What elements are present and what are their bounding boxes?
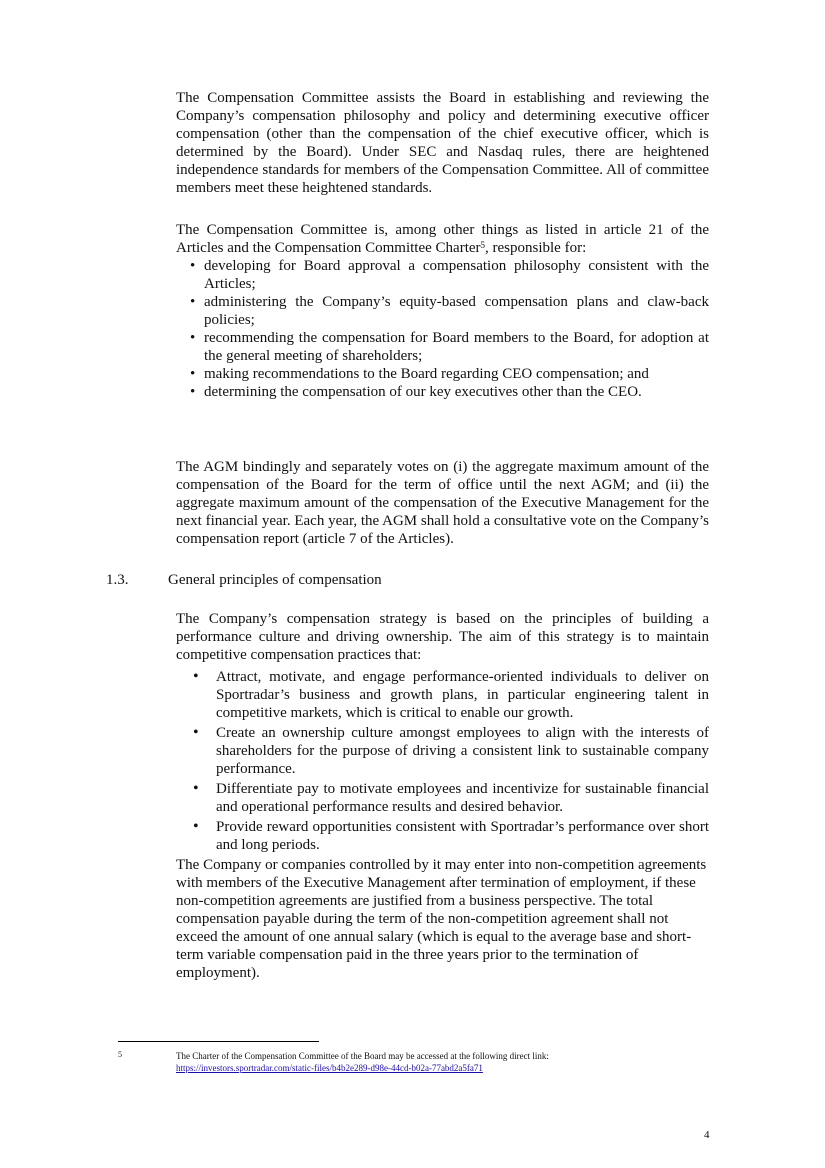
footnote: [176, 1050, 736, 1074]
bullet-icon: •: [193, 780, 199, 797]
paragraph-responsibilities-intro: The Compensation Committee is, among other things as listed in article 21 of the Articles and the Compensation Committee Charter$^5$, responsible for:: [176, 222, 709, 256]
agm-vote: [176, 458, 709, 548]
footnote-separator: [118, 1041, 319, 1042]
paragraph-agm-vote: The AGM bindingly and separately votes on (i) the aggregate maximum amount of the compensation of the Board for the term of office until the next AGM; and (ii) the aggregate maximum amount of the compensation of the Executive Management for the next financial year. Each year, the AGM shall hold a consultative vote on the Company’s compensation report (article 7 of the Articles).: [176, 459, 709, 547]
list-item: • Create an ownership culture amongst employees to align with the interests of shareholders for the purpose of driving a consistent link to sustainable company performance.: [193, 724, 709, 777]
committee-responsibilities: [176, 221, 709, 401]
footnote-link[interactable]: https://investors.sportradar.com/static-files/b4b2e289-d98e-44cd-b02a-77abd2a5fa71: [176, 1063, 483, 1073]
list-item: • Differentiate pay to motivate employees and incentivize for sustainable financial and operational performance results and desired behavior.: [193, 780, 709, 815]
bullet-icon: •: [190, 384, 196, 400]
page-number: 4: [704, 1129, 710, 1141]
list-item: • determining the compensation of our key executives other than the CEO.: [190, 384, 642, 400]
list-item: • Attract, motivate, and engage performance-oriented individuals to deliver on Sportradar’s business and growth plans, in particular engineering talent in competitive markets, which is critical to enable our growth.: [193, 668, 709, 721]
paragraph-committee-role: The Compensation Committee assists the Board in establishing and reviewing the Company’s compensation philosophy and policy and determining executive officer compensation (other than the compensation of the chief executive officer, which is determined by the Board). Under SEC and Nasdaq rules, there are heightened independence standards for members of the Compensation Committee. All of committee members meet these heightened standards.: [176, 90, 709, 196]
footnote-text: The Charter of the Compensation Committee of the Board may be accessed at the following direct link:: [176, 1051, 549, 1061]
paragraph-non-competition: The Company or companies controlled by it may enter into non-competition agreements with members of the Executive Management after termination of employment, if these non-competition agreements are justified from a business perspective. The total compensation payable during the term of the non-competition agreement shall not exceed the amount of one annual salary (which is equal to the average base and short-term variable compensation paid in the three years prior to the termination of employment).: [176, 857, 707, 981]
bullet-icon: •: [190, 330, 196, 346]
bullet-icon: •: [193, 724, 199, 741]
principles-list: [176, 668, 709, 854]
bullet-icon: •: [190, 258, 196, 274]
section-title: General principles of compensation: [168, 572, 382, 588]
committee-description: [176, 89, 709, 197]
list-item: • developing for Board approval a compensation philosophy consistent with the Articles;: [190, 258, 709, 292]
list-item: • Provide reward opportunities consistent with Sportradar’s performance over short and long periods.: [193, 818, 709, 853]
compensation-principles: [176, 610, 709, 982]
list-item: • recommending the compensation for Board members to the Board, for adoption at the general meeting of shareholders;: [190, 330, 709, 364]
list-item: • administering the Company’s equity-based compensation plans and claw-back policies;: [190, 294, 709, 328]
bullet-icon: •: [190, 294, 196, 310]
bullet-icon: •: [193, 818, 199, 835]
bullet-icon: •: [190, 366, 196, 382]
responsibilities-list: [176, 257, 709, 401]
paragraph-strategy: The Company’s compensation strategy is based on the principles of building a performance culture and driving ownership. The aim of this strategy is to maintain competitive compensation practices that:: [176, 611, 709, 663]
section-number: 1.3.: [106, 572, 129, 588]
list-item: • making recommendations to the Board regarding CEO compensation; and: [190, 366, 649, 382]
bullet-icon: •: [193, 668, 199, 685]
footnote-reference[interactable]: 5: [480, 240, 486, 250]
footnote-mark: 5: [118, 1050, 122, 1059]
